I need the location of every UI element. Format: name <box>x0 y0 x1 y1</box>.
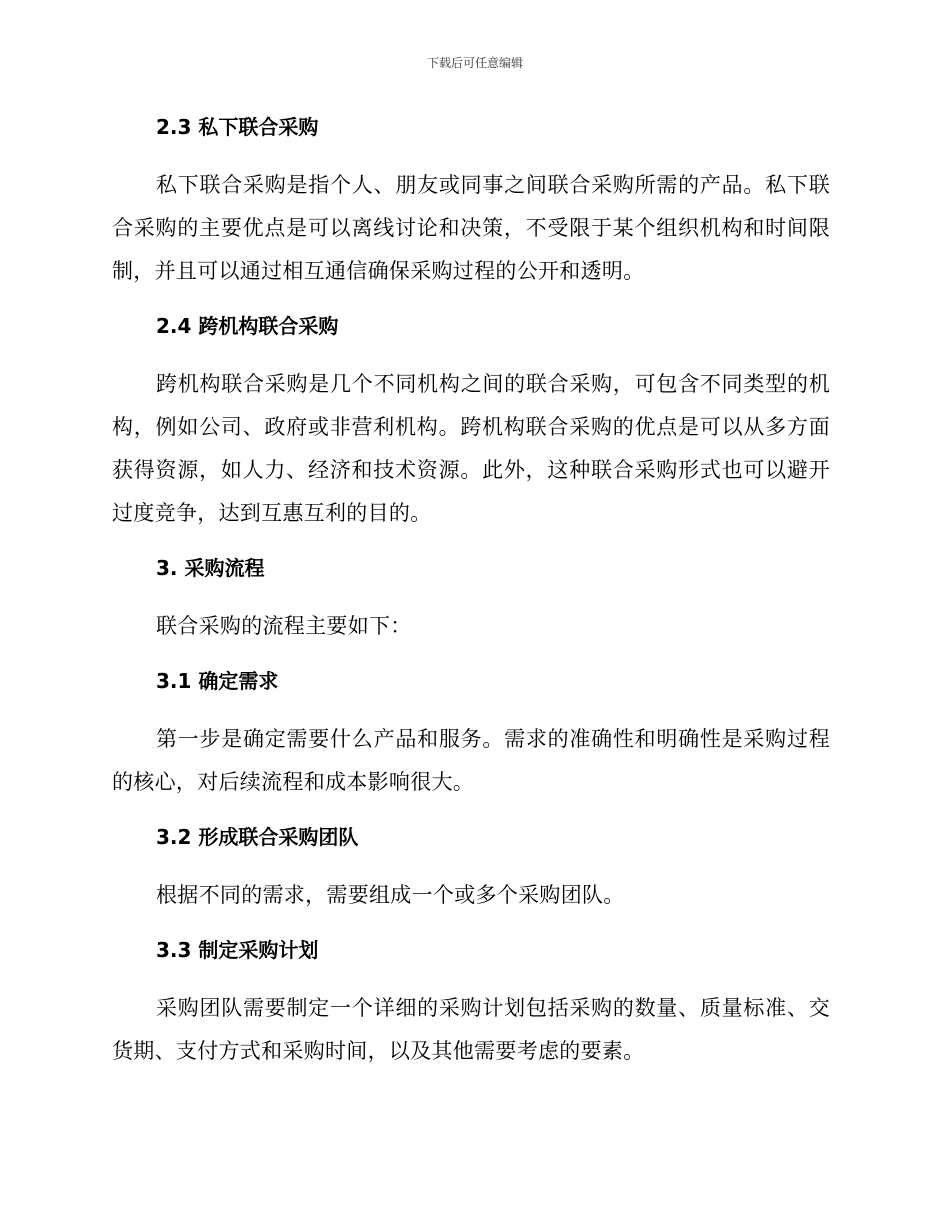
section-heading-3-3: 3.3 制定采购计划 <box>156 938 319 962</box>
section-paragraph-3-3: 采购团队需要制定一个详细的采购计划包括采购的数量、质量标准、交货期、支付方式和采购时间，以及其他需要考虑的要素。 <box>112 996 830 1063</box>
section-heading-3-1: 3.1 确定需求 <box>156 669 279 693</box>
section-paragraph-3-2: 根据不同的需求，需要组成一个或多个采购团队。 <box>156 883 625 907</box>
page-header-note: 下载后可任意编辑 <box>426 56 523 70</box>
section-paragraph-3-1: 第一步是确定需要什么产品和服务。需求的准确性和明确性是采购过程的核心，对后续流程和成本影响很大。 <box>112 727 830 794</box>
section-paragraph-2-3: 私下联合采购是指个人、朋友或同事之间联合采购所需的产品。私下联合采购的主要优点是可以离线讨论和决策，不受限于某个组织机构和时间限制，并且可以通过相互通信确保采购过程的公开和透明。 <box>112 173 830 283</box>
section-heading-2-3: 2.3 私下联合采购 <box>156 115 319 139</box>
section-heading-3-2: 3.2 形成联合采购团队 <box>156 825 359 849</box>
section-paragraph-2-4: 跨机构联合采购是几个不同机构之间的联合采购，可包含不同类型的机构，例如公司、政府或非营利机构。跨机构联合采购的优点是可以从多方面获得资源，如人力、经济和技术资源。此外，这种联合采购形式也可以避开过度竞争，达到互惠互利的目的。 <box>112 372 830 525</box>
section-heading-2-4: 2.4 跨机构联合采购 <box>156 314 339 338</box>
document-body <box>112 112 830 1091</box>
section-heading-3: 3. 采购流程 <box>156 556 265 580</box>
section-paragraph-3: 联合采购的流程主要如下： <box>156 614 412 638</box>
